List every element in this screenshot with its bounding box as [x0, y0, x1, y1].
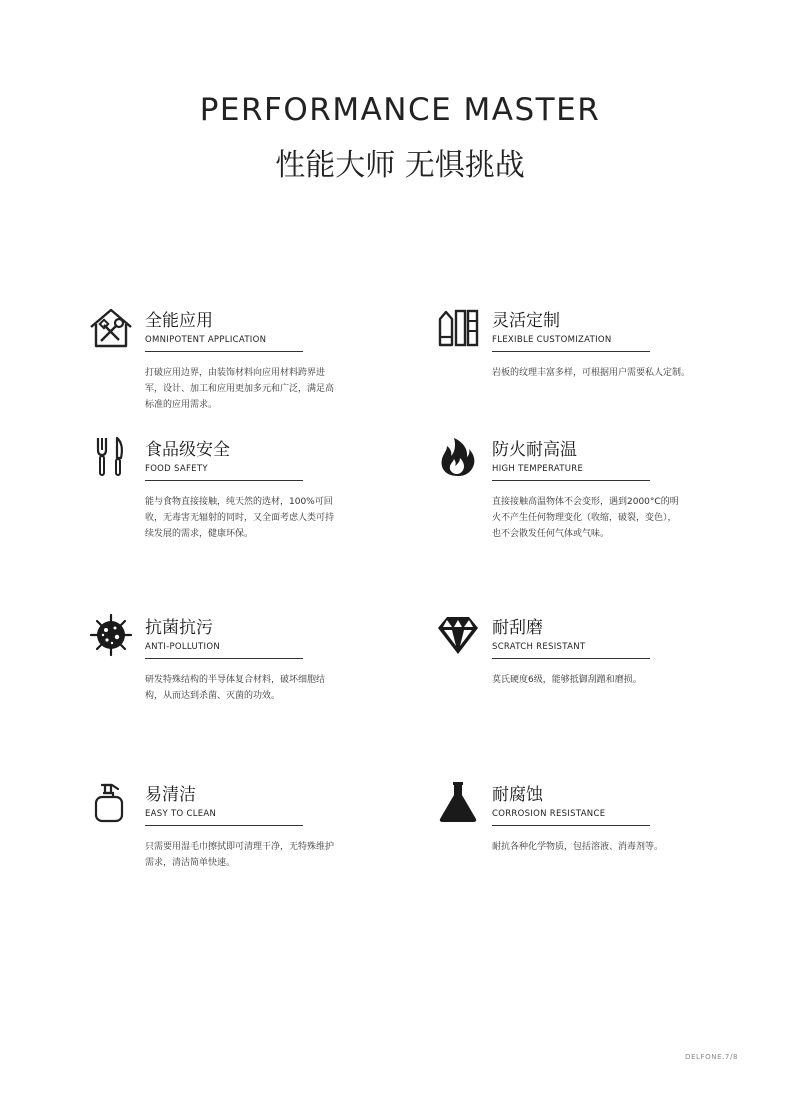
divider: [145, 351, 303, 352]
divider: [492, 351, 650, 352]
feature-title-zh: 灵活定制: [492, 311, 560, 331]
feature-flexible-customization: [492, 311, 722, 381]
feature-anti-pollution: [145, 618, 375, 704]
feature-title-zh: 耐腐蚀: [492, 785, 543, 805]
page-title-zh: 性能大师 无惧挑战: [275, 148, 525, 183]
feature-description: 只需要用湿毛巾擦拭即可清理干净，无特殊维护需求，清洁简单快速。: [145, 842, 335, 868]
flask-icon: [435, 779, 481, 825]
divider: [145, 825, 303, 826]
feature-high-temperature: [492, 440, 722, 542]
feature-title-zh: 耐刮磨: [492, 618, 543, 638]
divider: [145, 658, 303, 659]
page-title-en: PERFORMANCE MASTER: [199, 92, 601, 128]
bacteria-icon: [88, 612, 134, 658]
feature-description: 研发特殊结构的半导体复合材料，破坏细胞结构，从而达到杀菌、灭菌的功效。: [145, 675, 326, 701]
feature-easy-to-clean: [145, 785, 375, 871]
feature-description: 打破应用边界，由装饰材料向应用材料跨界进军，设计、加工和应用更加多元和广泛，满足高标准的应用需求。: [145, 368, 335, 410]
feature-title-en: EASY TO CLEAN: [145, 809, 217, 819]
feature-scratch-resistant: [492, 618, 722, 688]
soap-bottle-icon: [88, 779, 134, 825]
divider: [492, 825, 650, 826]
feature-title-zh: 全能应用: [145, 311, 213, 331]
cutlery-icon: [88, 434, 134, 480]
feature-title-zh: 易清洁: [145, 785, 196, 805]
page-footer: DELFONE.7/8: [685, 1053, 738, 1061]
feature-title-en: OMNIPOTENT APPLICATION: [145, 335, 267, 345]
feature-title-zh: 防火耐高温: [492, 440, 577, 460]
feature-description: 耐抗各种化学物质，包括溶液、消毒剂等。: [492, 842, 664, 852]
feature-title-en: CORROSION RESISTANCE: [492, 809, 606, 819]
feature-title-zh: 抗菌抗污: [145, 618, 213, 638]
feature-description: 莫氏硬度6级，能够抵御刮蹭和磨损。: [492, 675, 642, 685]
feature-omnipotent-application: [145, 311, 375, 413]
feature-title-en: HIGH TEMPERATURE: [492, 464, 584, 474]
house-tools-icon: [88, 305, 134, 351]
feature-title-en: FLEXIBLE CUSTOMIZATION: [492, 335, 612, 345]
diamond-icon: [435, 612, 481, 658]
feature-title-en: FOOD SAFETY: [145, 464, 208, 474]
feature-description: 能与食物直接接触，纯天然的选材，100%可回收，无毒害无辐射的同时，又全面考虑人类可持续发展的需求，健康环保。: [145, 497, 335, 539]
divider: [492, 658, 650, 659]
feature-description: 岩板的纹理丰富多样，可根据用户需要私人定制。: [492, 368, 691, 378]
flame-icon: [435, 434, 481, 480]
feature-food-safety: [145, 440, 375, 542]
feature-description: 直接接触高温物体不会变形，遇到2000°C的明火不产生任何物理变化（收缩，破裂，变色），也不会散发任何气体或气味。: [492, 497, 679, 539]
divider: [492, 480, 650, 481]
divider: [145, 480, 303, 481]
feature-title-en: SCRATCH RESISTANT: [492, 642, 586, 652]
feature-corrosion-resistance: [492, 785, 722, 855]
feature-title-en: ANTI-POLLUTION: [145, 642, 220, 652]
feature-title-zh: 食品级安全: [145, 440, 230, 460]
panels-icon: [435, 305, 481, 351]
